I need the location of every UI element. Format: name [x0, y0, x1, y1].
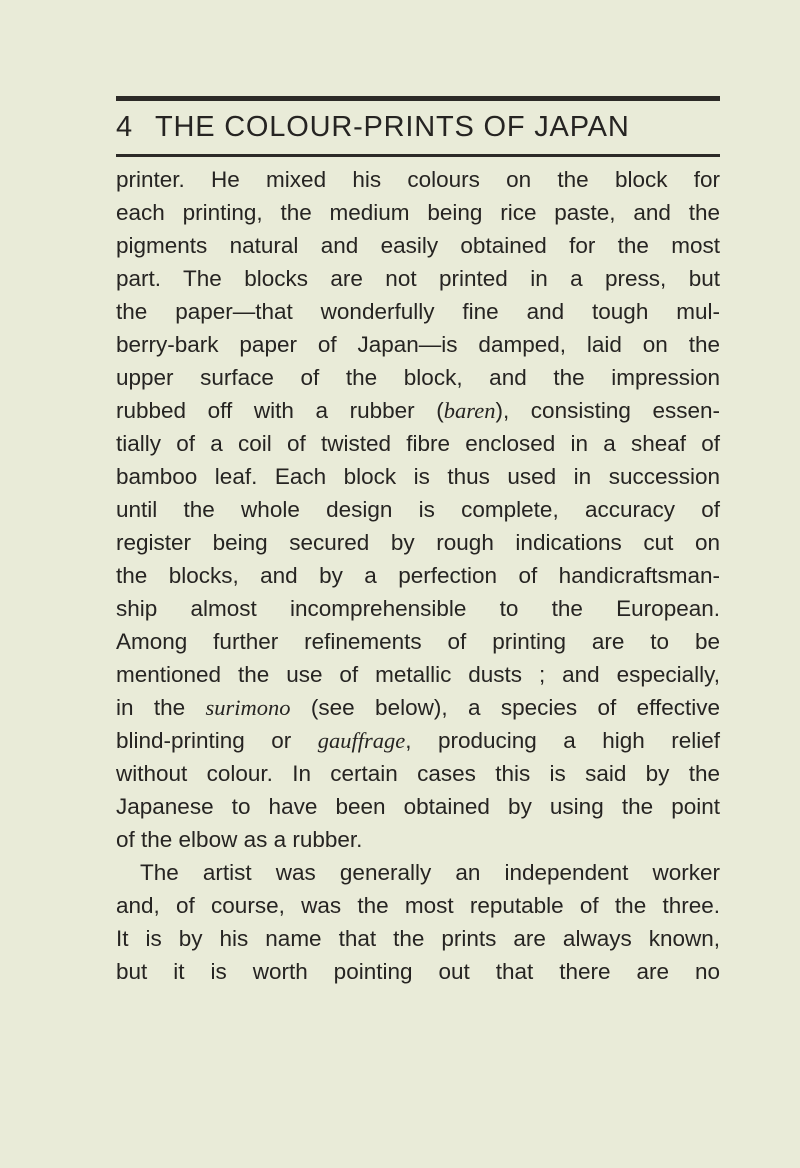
text-run: ), consisting essen-: [495, 398, 720, 423]
italic-term: baren: [443, 398, 496, 423]
text-line: ship almost incomprehensible to the European.: [116, 596, 720, 621]
running-header: [116, 104, 720, 150]
text-line: without colour. In certain cases this is said by the: [116, 761, 720, 786]
text-line: [116, 691, 720, 724]
header-rule-bottom: [116, 154, 720, 157]
text-line: [116, 724, 720, 757]
text-line: each printing, the medium being rice paste, and the: [116, 200, 720, 225]
text-line: printer. He mixed his colours on the block for: [116, 167, 720, 192]
italic-term: gauffrage: [317, 728, 406, 753]
text-line: It is by his name that the prints are always known,: [116, 926, 720, 951]
text-line: bamboo leaf. Each block is thus used in succession: [116, 464, 720, 489]
text-line: Among further refinements of printing are to be: [116, 629, 720, 654]
text-line: register being secured by rough indications cut on: [116, 530, 720, 555]
text-line: berry-bark paper of Japan—is damped, laid on the: [116, 332, 720, 357]
text-line: mentioned the use of metallic dusts ; and especially,: [116, 662, 720, 687]
text-line: upper surface of the block, and the impression: [116, 365, 720, 390]
text-line: of the elbow as a rubber.: [116, 827, 363, 852]
text-run: in the: [116, 695, 206, 720]
text-run: , producing a high relief: [405, 728, 720, 753]
text-line: part. The blocks are not printed in a press, but: [116, 266, 720, 291]
text-line: until the whole design is complete, accuracy of: [116, 497, 720, 522]
text-line: but it is worth pointing out that there are no: [116, 959, 720, 984]
header-rule-top: [116, 96, 720, 101]
text-line: pigments natural and easily obtained for the most: [116, 233, 720, 258]
text-line: the paper—that wonderfully fine and tough mul-: [116, 299, 720, 324]
text-run: (see below), a species of effective: [290, 695, 721, 720]
body-text: [116, 163, 720, 988]
italic-term: surimono: [205, 695, 291, 720]
text-line: and, of course, was the most reputable of the three.: [116, 893, 720, 918]
text-line: tially of a coil of twisted fibre enclosed in a sheaf of: [116, 431, 720, 456]
running-title: THE COLOUR-PRINTS OF JAPAN: [154, 111, 630, 143]
text-run: rubbed off with a rubber (: [116, 398, 444, 423]
text-line: [116, 394, 720, 427]
text-run: blind-printing or: [116, 728, 318, 753]
text-line: the blocks, and by a perfection of handicraftsman-: [116, 563, 720, 588]
page-number: 4: [116, 111, 133, 143]
text-line: Japanese to have been obtained by using the point: [116, 794, 720, 819]
text-line: The artist was generally an independent worker: [140, 860, 720, 885]
